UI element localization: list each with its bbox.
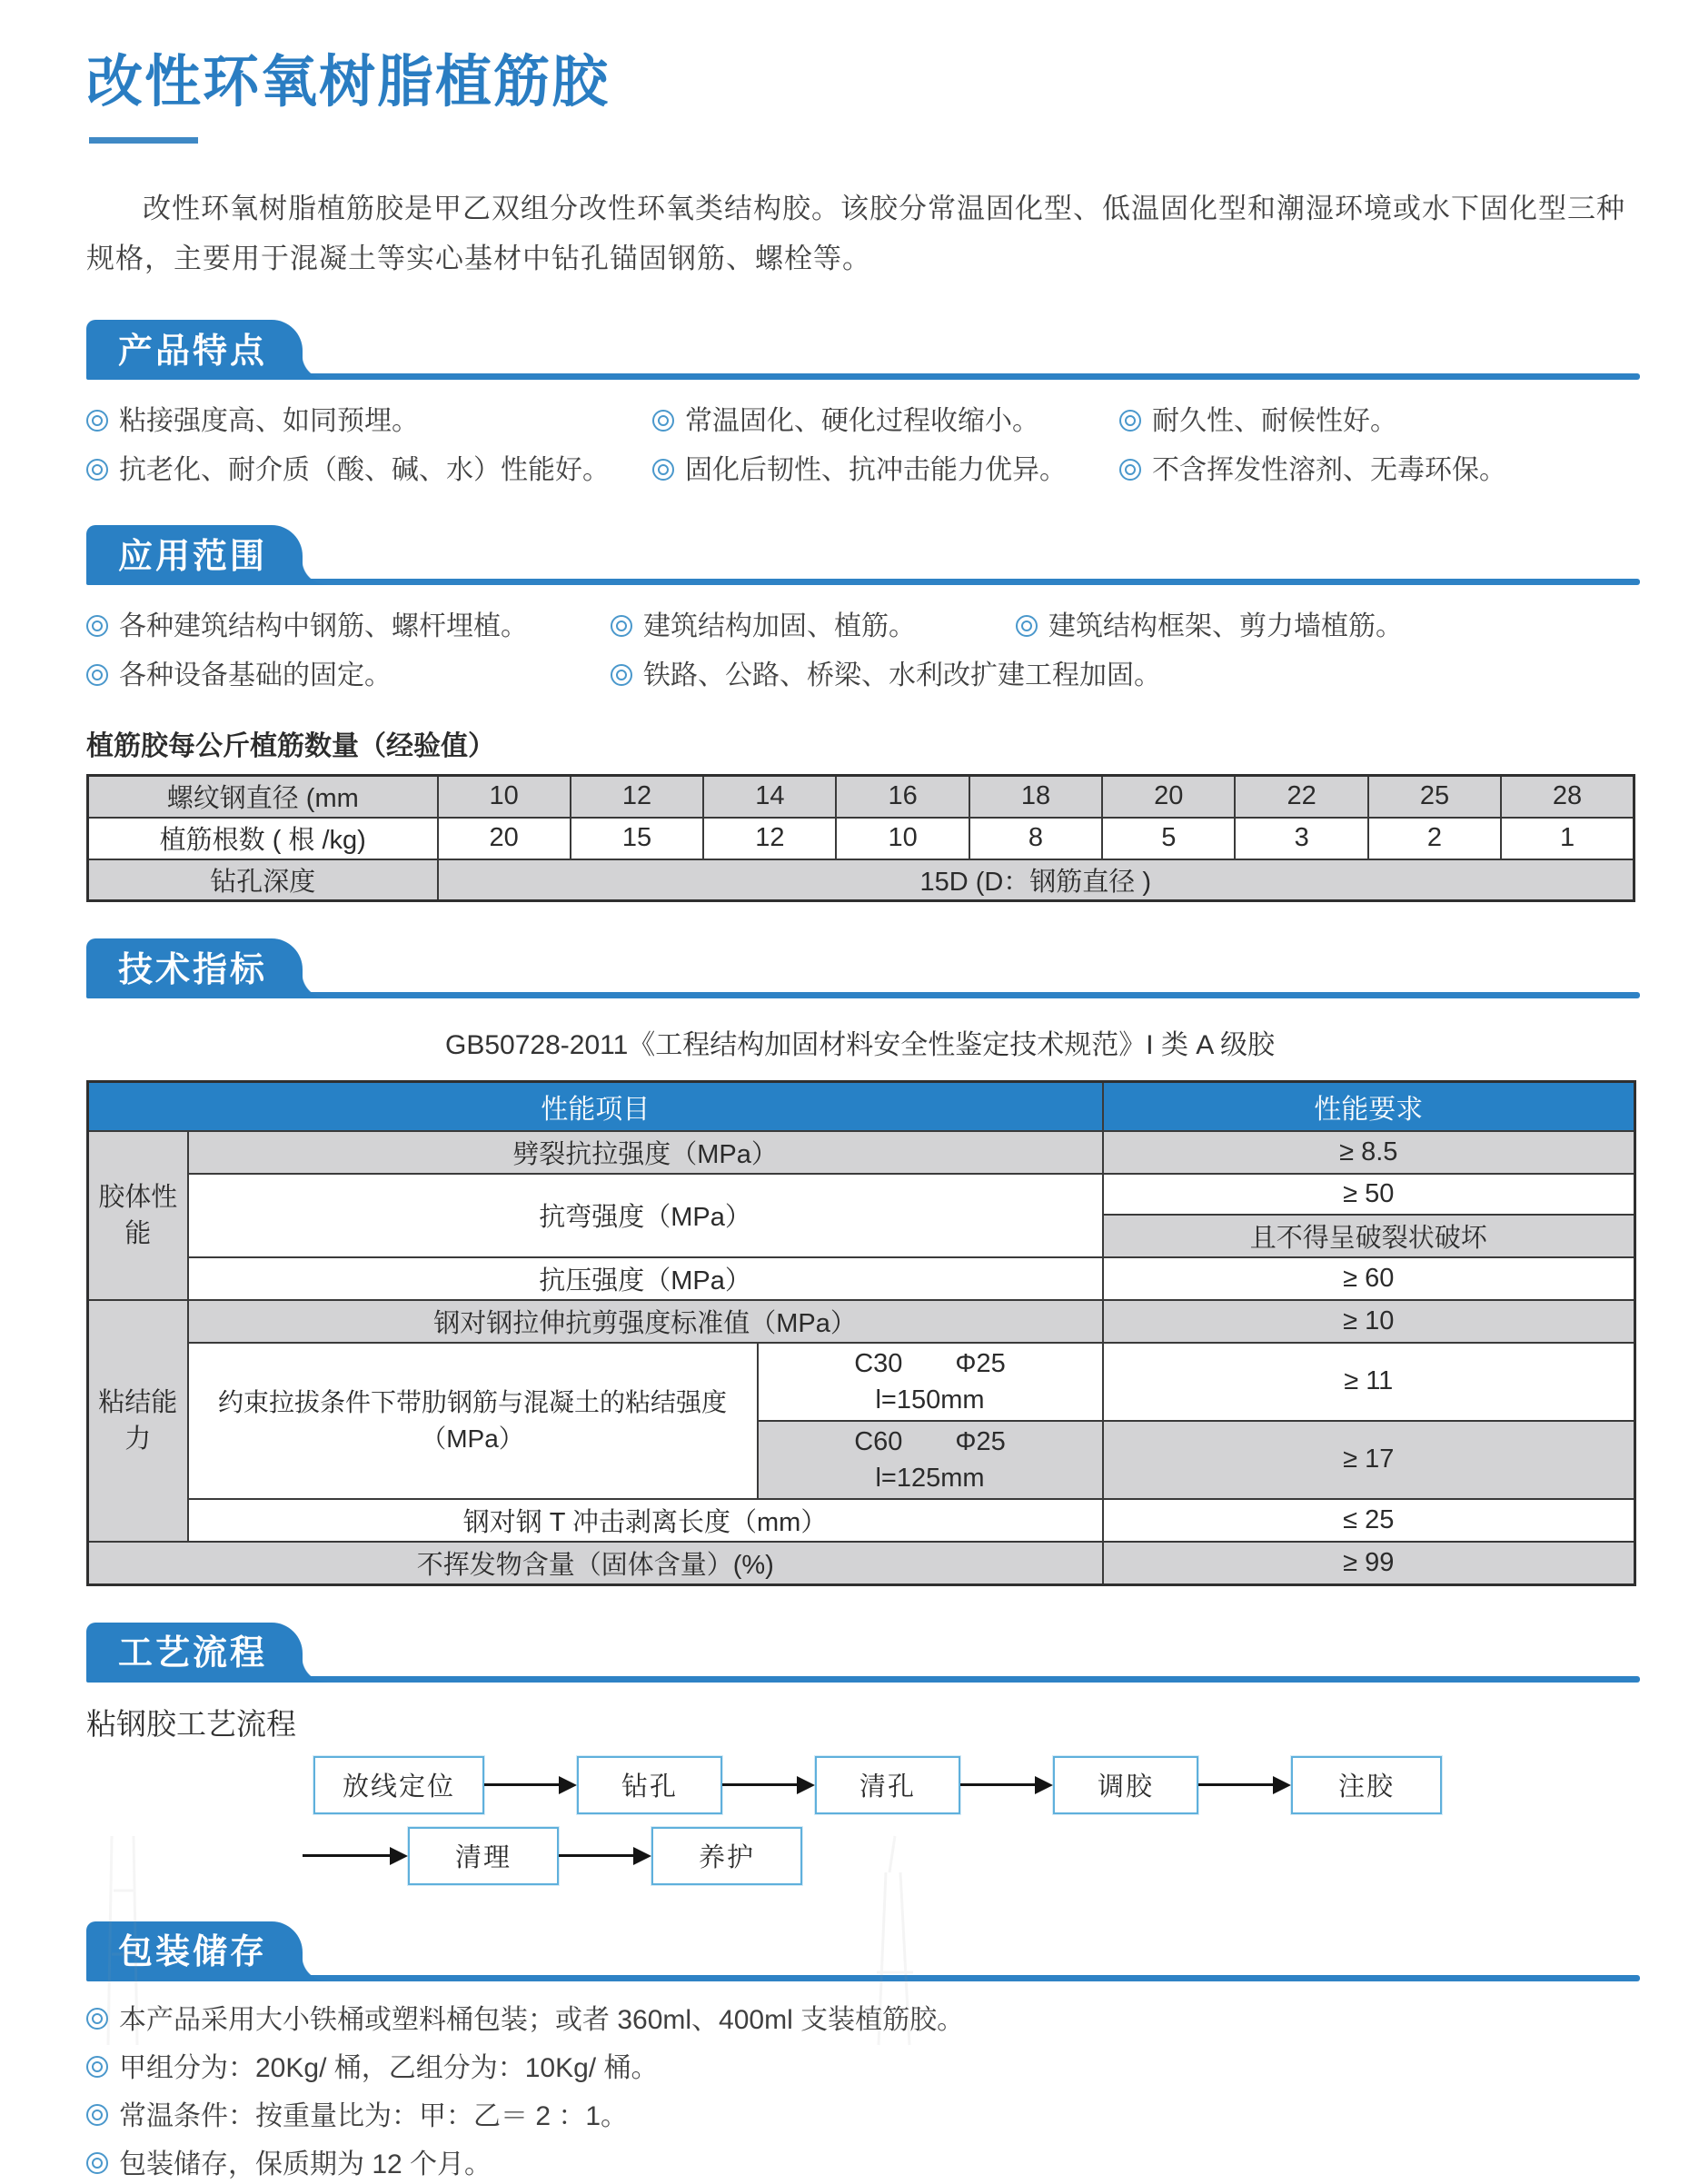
diameter-cell: 16 [836, 776, 969, 818]
section-badge-label: 技术指标 [117, 950, 267, 989]
count-cell: 1 [1501, 818, 1634, 859]
column-header-requirement: 性能要求 [1103, 1082, 1635, 1131]
list-item [611, 658, 1640, 694]
list-item [1016, 609, 1640, 645]
list-item-text: 包装储存，保质期为 12 个月。 [119, 2149, 492, 2179]
condition-cell-c30 [758, 1343, 1103, 1421]
bullseye-icon [86, 2008, 108, 2030]
count-cell: 8 [969, 818, 1102, 859]
diameter-cell: 18 [969, 776, 1102, 818]
bullseye-icon [86, 615, 108, 637]
list-item-text: 各种设备基础的固定。 [119, 660, 392, 690]
bullseye-icon [652, 410, 674, 432]
bullseye-icon [86, 2056, 108, 2078]
group-label-text: 粘结能力 [98, 1387, 178, 1454]
flow-arrow-icon [303, 1847, 408, 1865]
flow-arrow-icon [1198, 1776, 1291, 1794]
flow-arrow-icon [722, 1776, 815, 1794]
section-header-tech [86, 938, 1640, 998]
page-title: 改性环氧树脂植筋胶 [86, 51, 611, 114]
property-cell: 抗弯强度（MPa） [188, 1174, 1103, 1257]
table-row [88, 1343, 1635, 1421]
condition-spec: C60 Φ25 [854, 1426, 1006, 1456]
process-flow-row-1 [313, 1756, 1640, 1814]
section-header-features [86, 320, 1640, 380]
list-item-text: 本产品采用大小铁桶或塑料桶包装；或者 360ml、400ml 支装植筋胶。 [119, 2004, 965, 2035]
process-flow-row-2 [303, 1827, 1640, 1885]
section-badge-features [86, 320, 303, 380]
row-label-cell: 钻孔深度 [88, 859, 438, 901]
diameter-cell: 10 [438, 776, 571, 818]
list-item-text: 建筑结构框架、剪力墙植筋。 [1048, 611, 1403, 641]
intro-paragraph: 改性环氧树脂植筋胶是甲乙双组分改性环氧类结构胶。该胶分常温固化型、低温固化型和潮湿环境或水下固化型三种规格，主要用于混凝土等实心基材中钻孔锚固钢筋、螺栓等。 [86, 193, 1625, 274]
column-header-item: 性能项目 [88, 1082, 1103, 1131]
requirement-cell: ≥ 60 [1103, 1257, 1635, 1300]
list-item-text: 耐久性、耐候性好。 [1152, 406, 1397, 436]
list-item [611, 609, 1016, 645]
list-item [86, 2098, 1640, 2136]
section-header-packaging [86, 1921, 1640, 1981]
list-item [86, 609, 611, 645]
count-cell: 15 [571, 818, 703, 859]
table-row [88, 818, 1634, 859]
datasheet-page [0, 36, 1689, 2179]
section-badge-packaging [86, 1921, 303, 1981]
diameter-cell: 28 [1501, 776, 1634, 818]
flow-arrow-icon [484, 1776, 577, 1794]
diameter-cell: 20 [1102, 776, 1235, 818]
bullseye-icon [652, 459, 674, 481]
property-cell-bond [188, 1343, 758, 1499]
flow-step-box: 调胶 [1053, 1756, 1198, 1814]
bullseye-icon [1016, 615, 1038, 637]
requirement-cell: 且不得呈破裂状破坏 [1103, 1215, 1635, 1257]
diameter-cell: 12 [571, 776, 703, 818]
section-header-applications [86, 525, 1640, 585]
bullseye-icon [1119, 410, 1141, 432]
bond-name-line2: （MPa） [421, 1424, 524, 1453]
list-item-text: 不含挥发性溶剂、无毒环保。 [1152, 455, 1506, 485]
count-cell: 2 [1368, 818, 1501, 859]
group-label-bonding [88, 1300, 188, 1542]
bond-name-line1: 约束拉拔条件下带肋钢筋与混凝土的粘结强度 [217, 1387, 727, 1416]
section-badge-label: 包装储存 [117, 1933, 267, 1971]
bullseye-icon [86, 2104, 108, 2126]
requirement-cell: ≥ 17 [1103, 1421, 1635, 1499]
property-cell: 抗压强度（MPa） [188, 1257, 1103, 1300]
table-row [88, 1542, 1635, 1585]
row-label-cell: 植筋根数 ( 根 /kg) [88, 818, 438, 859]
list-item [86, 452, 652, 489]
section-badge-applications [86, 525, 303, 585]
bullseye-icon [86, 459, 108, 481]
features-list [86, 403, 1640, 489]
section-header-process [86, 1623, 1640, 1683]
condition-length: l=150mm [875, 1385, 985, 1415]
process-subtitle: 粘钢胶工艺流程 [86, 1706, 296, 1741]
title-underline-decoration [89, 137, 198, 144]
rebar-table-caption: 植筋胶每公斤植筋数量（经验值） [86, 731, 495, 761]
bullseye-icon [86, 410, 108, 432]
packaging-list [86, 2001, 1640, 2184]
list-item [1119, 403, 1640, 440]
flow-step-box: 注胶 [1291, 1756, 1442, 1814]
list-item [86, 2146, 1640, 2184]
section-badge-tech [86, 938, 303, 998]
diameter-cell: 14 [703, 776, 836, 818]
flow-step-box: 放线定位 [313, 1756, 484, 1814]
table-header-row [88, 1082, 1635, 1131]
group-label-text: 胶体性能 [98, 1182, 178, 1248]
list-item [86, 403, 652, 440]
group-label-adhesive [88, 1131, 188, 1300]
list-item-text: 铁路、公路、桥梁、水利改扩建工程加固。 [643, 660, 1161, 690]
list-item-text: 抗老化、耐介质（酸、碱、水）性能好。 [119, 455, 610, 485]
property-cell: 劈裂抗拉强度（MPa） [188, 1131, 1103, 1174]
list-item [86, 658, 611, 694]
flow-step-box: 养护 [651, 1827, 802, 1885]
diameter-cell: 22 [1235, 776, 1367, 818]
table-row [88, 1131, 1635, 1174]
flow-step-box: 清孔 [815, 1756, 960, 1814]
flow-step-box: 清理 [408, 1827, 559, 1885]
count-cell: 5 [1102, 818, 1235, 859]
property-cell: 钢对钢拉伸抗剪强度标准值（MPa） [188, 1300, 1103, 1343]
table-row [88, 776, 1634, 818]
condition-cell-c60 [758, 1421, 1103, 1499]
table-row [88, 1174, 1635, 1215]
applications-list [86, 609, 1640, 694]
list-item-text: 粘接强度高、如同预埋。 [119, 406, 419, 436]
bullseye-icon [1119, 459, 1141, 481]
standard-reference: GB50728-2011《工程结构加固材料安全性鉴定技术规范》I 类 A 级胶 [445, 1030, 1275, 1060]
requirement-cell: ≥ 11 [1103, 1343, 1635, 1421]
table-row [88, 859, 1634, 901]
list-item [652, 403, 1119, 440]
requirement-cell: ≤ 25 [1103, 1499, 1635, 1542]
list-item-text: 甲组分为：20Kg/ 桶，乙组分为：10Kg/ 桶。 [119, 2052, 659, 2083]
section-badge-label: 产品特点 [117, 332, 267, 371]
count-cell: 20 [438, 818, 571, 859]
row-label-cell: 螺纹钢直径 (mm [88, 776, 438, 818]
list-item-text: 建筑结构加固、植筋。 [643, 611, 916, 641]
section-badge-label: 应用范围 [117, 537, 267, 576]
list-item [652, 452, 1119, 489]
bullseye-icon [86, 664, 108, 686]
requirement-cell: ≥ 8.5 [1103, 1131, 1635, 1174]
flow-arrow-icon [960, 1776, 1053, 1794]
flow-step-box: 钻孔 [577, 1756, 722, 1814]
count-cell: 3 [1235, 818, 1367, 859]
list-item-text: 固化后韧性、抗冲击能力优异。 [685, 455, 1067, 485]
property-cell: 不挥发物含量（固体含量）(%) [88, 1542, 1103, 1585]
count-cell: 12 [703, 818, 836, 859]
rebar-count-table [86, 774, 1635, 902]
table-row [88, 1300, 1635, 1343]
table-row [88, 1499, 1635, 1542]
flow-arrow-icon [559, 1847, 651, 1865]
tech-spec-table [86, 1080, 1636, 1586]
requirement-cell: ≥ 10 [1103, 1300, 1635, 1343]
depth-value-cell: 15D (D：钢筋直径 ) [438, 859, 1634, 901]
list-item [1119, 452, 1640, 489]
list-item [86, 2001, 1640, 2040]
bullseye-icon [86, 2152, 108, 2174]
list-item-text: 各种建筑结构中钢筋、螺杆埋植。 [119, 611, 528, 641]
count-cell: 10 [836, 818, 969, 859]
condition-length: l=125mm [875, 1463, 985, 1493]
bullseye-icon [611, 615, 632, 637]
diameter-cell: 25 [1368, 776, 1501, 818]
list-item [86, 2050, 1640, 2088]
section-badge-process [86, 1623, 303, 1683]
requirement-cell: ≥ 50 [1103, 1174, 1635, 1215]
condition-spec: C30 Φ25 [854, 1348, 1006, 1378]
bullseye-icon [611, 664, 632, 686]
section-badge-label: 工艺流程 [117, 1634, 267, 1673]
list-item-text: 常温固化、硬化过程收缩小。 [685, 406, 1039, 436]
property-cell: 钢对钢 T 冲击剥离长度（mm） [188, 1499, 1103, 1542]
table-row [88, 1257, 1635, 1300]
requirement-cell: ≥ 99 [1103, 1542, 1635, 1585]
list-item-text: 常温条件：按重量比为：甲：乙＝ 2 ：1。 [119, 2100, 629, 2131]
